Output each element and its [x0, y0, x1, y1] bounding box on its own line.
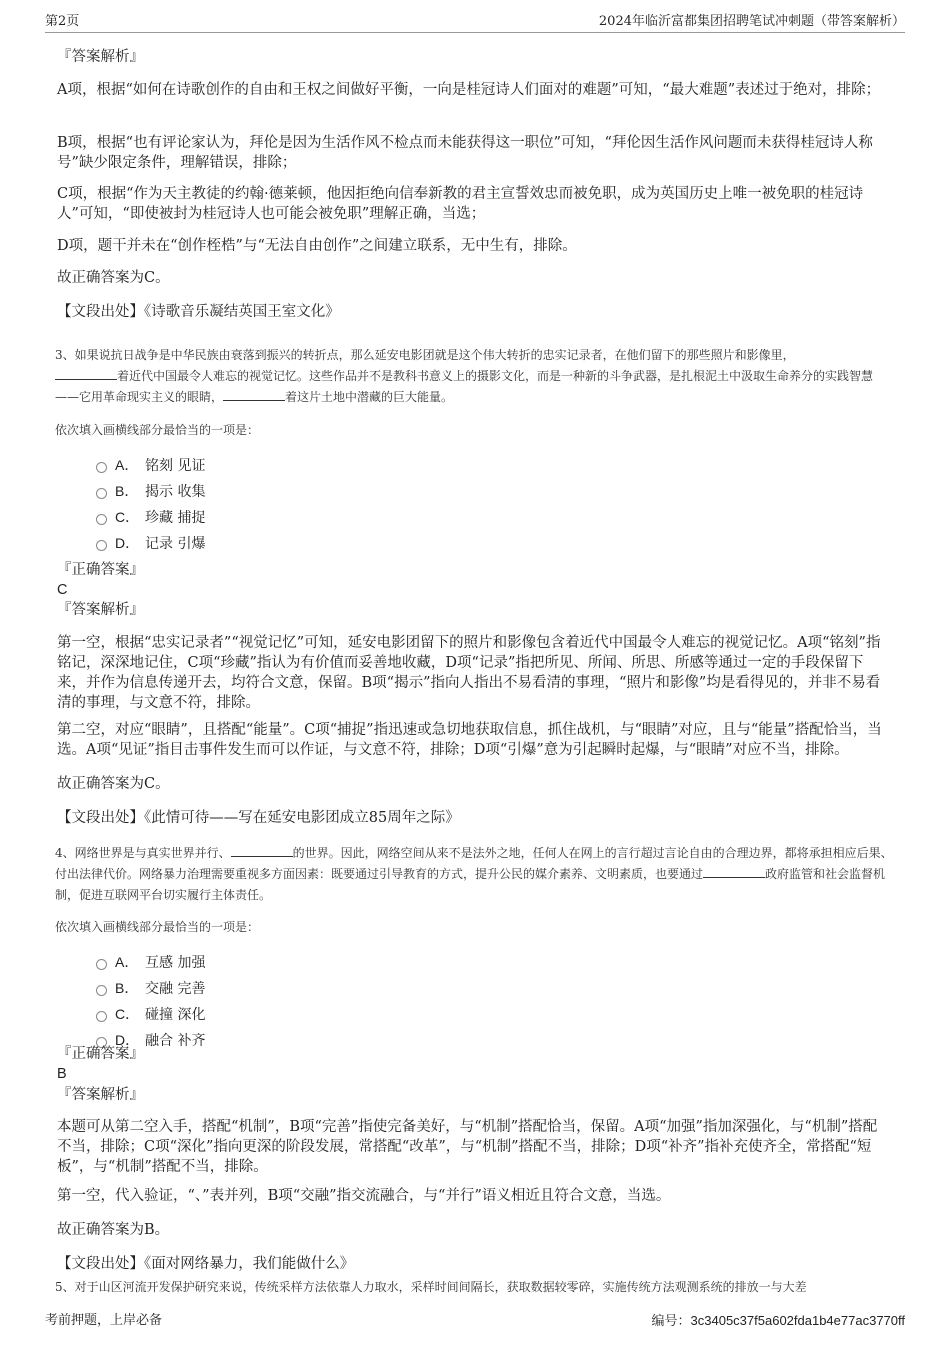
analysis-paragraph-1: 第一空，根据“忠实记录者”“视觉记忆”可知，延安电影团留下的照片和影像包含着近代中国最令人难忘的视觉记忆。A项“铭刻”指铭记，深深地记住，C项“珍藏”指认为有价值而妥善地收藏，D项“记录”指把所见、所闻、所思、所感等通过一定的手段保留下来，并作为信息传递开去，均符合文意，保留。B项“揭示”指向人指出不易看清的事理，“照片和影像”均是看得见的，并非不易看清的事理，与文意不符，排除。 — [57, 635, 881, 711]
question-4-text: 4、网络世界是与真实世界并行、 的世界。因此，网络空间从来不是法外之地，任何人在网上的言行超过言论自由的合理边界，都将承担相应后果、付出法律代价。网络暴力治理需要重视多方面因素：既要通过引导教育的方式，提升公民的媒介素养、文明素质，也要通过 政府监管和社会监督机制，促进互联网平台切实履行主体责任。 — [55, 846, 893, 902]
analysis-label: 『答案解析』 — [57, 1087, 144, 1103]
radio-icon[interactable] — [96, 1011, 107, 1022]
analysis-option-c: C项，根据“作为天主教徒的约翰·德莱顿，他因拒绝向信奉新教的君主宣誓效忠而被免职，成为英国历史上唯一被免职的桂冠诗人”可知，“即使被封为桂冠诗人也可能会被免职”理解正确，当选； — [57, 186, 864, 222]
source: 【文段出处】《诗歌音乐凝结英国王室文化》 — [57, 304, 340, 320]
q3-option-a[interactable]: A． 铭刻 见证 — [96, 455, 205, 476]
page-header — [45, 12, 905, 33]
question-4-prompt: 依次填入画横线部分最恰当的一项是： — [55, 920, 260, 934]
analysis-paragraph-1: 本题可从第二空入手，搭配“机制”，B项“完善”指使完备美好，与“机制”搭配恰当，保留。A项“加强”指加深强化，与“机制”搭配不当，排除；C项“深化”指向更深的阶段发展，常搭配“改革”，与“机制”搭配不当，排除；D项“补齐”指补充使齐全，常搭配“短板”，与“机制”搭配不当，排除。 — [57, 1119, 878, 1175]
source: 【文段出处】《此情可待——写在延安电影团成立85周年之际》 — [57, 810, 460, 826]
question-3-text: 3、如果说抗日战争是中华民族由衰落到振兴的转折点，那么延安电影团就是这个伟大转折的忠实记录者，在他们留下的那些照片和影像里， 着近代中国最令人难忘的视觉记忆。这些作品并不是教科书意义上的摄影文化，而是一种新的斗争武器，是扎根泥土中汲取生命养分的实践智慧——它用革命现实主义的眼睛， 着这片土地中潜藏的巨大能量。 — [55, 348, 874, 404]
radio-icon[interactable] — [96, 488, 107, 499]
analysis-label: 『答案解析』 — [57, 602, 144, 618]
question-5-text: 5、对于山区河流开发保护研究来说，传统采样方法依靠人力取水，采样时间间隔长，获取数据较零碎，实施传统方法观测系统的排放一与大差 — [55, 1280, 807, 1294]
blank-1 — [231, 844, 293, 857]
source: 【文段出处】《面对网络暴力，我们能做什么》 — [57, 1256, 355, 1272]
question-5-clipped — [0, 1280, 950, 1297]
radio-icon[interactable] — [96, 540, 107, 551]
radio-icon[interactable] — [96, 514, 107, 525]
correct-answer: B — [57, 1066, 67, 1082]
conclusion: 故正确答案为C。 — [57, 776, 170, 792]
analysis-option-b: B项，根据“也有评论家认为，拜伦是因为生活作风不检点而未能获得这一职位”可知，“拜伦因生活作风问题而未获得桂冠诗人称号”缺少限定条件，理解错误，排除； — [57, 135, 873, 171]
q3-option-c[interactable]: C． 珍藏 捕捉 — [96, 507, 205, 528]
analysis-option-d: D项，题干并未在“创作桎梏”与“无法自由创作”之间建立联系，无中生有，排除。 — [57, 238, 577, 254]
radio-icon[interactable] — [96, 462, 107, 473]
q4-option-b[interactable]: B． 交融 完善 — [96, 978, 205, 999]
analysis-paragraph-2: 第二空，对应“眼睛”，且搭配“能量”。C项“捕捉”指迅速或急切地获取信息，抓住战机，与“眼睛”对应，且与“能量”搭配恰当，当选。A项“见证”指目击事件发生而可以作证，与文意不符，排除；D项“引爆”意为引起瞬时起爆，与“眼睛”对应不当，排除。 — [57, 722, 882, 758]
correct-answer-label: 『正确答案』 — [57, 562, 144, 578]
analysis-option-a: A项，根据“如何在诗歌创作的自由和王权之间做好平衡，一向是桂冠诗人们面对的难题”可知，“最大难题”表述过于绝对，排除； — [57, 82, 881, 98]
q4-option-a[interactable]: A． 互感 加强 — [96, 952, 205, 973]
q4-option-d[interactable]: D． 融合 补齐 — [96, 1030, 205, 1051]
document-title: 2024年临沂富都集团招聘笔试冲刺题（带答案解析） — [598, 14, 905, 29]
correct-answer-label: 『正确答案』 — [57, 1046, 144, 1062]
blank-2 — [703, 865, 765, 878]
footer-slogan: 考前押题，上岸必备 — [45, 1313, 163, 1328]
conclusion: 故正确答案为B。 — [57, 1222, 170, 1238]
q3-option-d[interactable]: D． 记录 引爆 — [96, 533, 205, 554]
radio-icon[interactable] — [96, 985, 107, 996]
analysis-label: 『答案解析』 — [57, 49, 144, 65]
page-number: 第2页 — [45, 14, 80, 29]
blank-2 — [223, 388, 285, 401]
radio-icon[interactable] — [96, 959, 107, 970]
question-3-prompt: 依次填入画横线部分最恰当的一项是： — [55, 423, 260, 437]
q4-option-c[interactable]: C． 碰撞 深化 — [96, 1004, 205, 1025]
q3-option-b[interactable]: B． 揭示 收集 — [96, 481, 205, 502]
conclusion: 故正确答案为C。 — [57, 270, 170, 286]
document-code: 编号：3c3405c37f5a602fda1b4e77ac3770ff — [651, 1313, 905, 1329]
blank-1 — [55, 367, 117, 380]
correct-answer: C — [57, 582, 68, 598]
analysis-paragraph-2: 第一空，代入验证，“、”表并列，B项“交融”指交流融合，与“并行”语义相近且符合文意，当选。 — [57, 1188, 671, 1204]
